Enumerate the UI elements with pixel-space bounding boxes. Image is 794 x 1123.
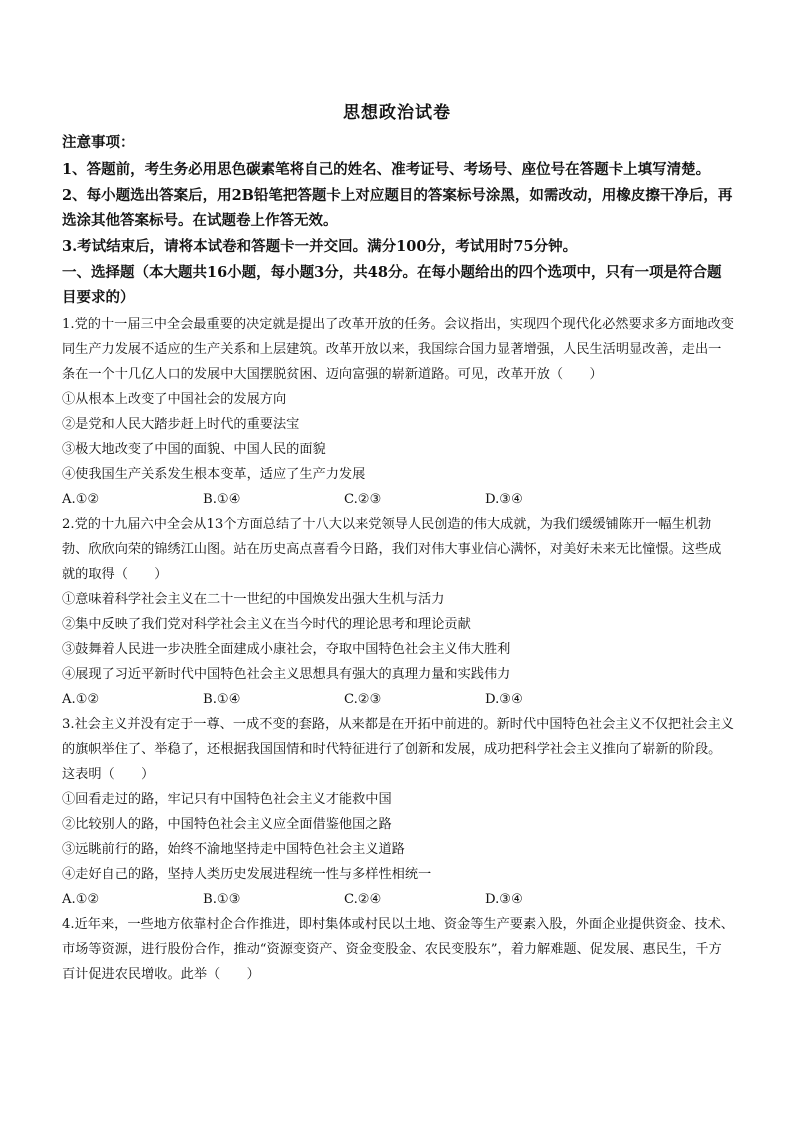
section-heading: 一、选择题（本大题共16小题，每小题3分，共48分。在每小题给出的四个选项中，只有一项是符合题目要求的） (62, 264, 722, 306)
answer-choices (62, 687, 734, 712)
choice-c: C.②③ (344, 492, 382, 507)
choice-b: B.①④ (203, 492, 241, 507)
choice-c: C.②③ (344, 692, 382, 707)
question-option: ④展现了习近平新时代中国特色社会主义思想具有强大的真理力量和实践伟力 (62, 667, 511, 682)
question-option: ④使我国生产关系发生根本变革，适应了生产力发展 (62, 467, 366, 482)
question-option: ①意味着科学社会主义在二十一世纪的中国焕发出强大生机与活力 (62, 592, 445, 607)
choice-b: B.①④ (203, 692, 241, 707)
question-option: ①从根本上改变了中国社会的发展方向 (62, 392, 287, 407)
question-option: ③远眺前行的路，始终不渝地坚持走中国特色社会主义道路 (62, 842, 405, 857)
question-stem: 3.社会主义并没有定于一尊、一成不变的套路，从来都是在开拓中前进的。新时代中国特色社会主义不仅把社会主义的旗帜举住了、举稳了，还根据我国国情和时代特征进行了创新和发展，成功把科学社会主义推向了崭新的阶段。这表明（ ） (62, 717, 734, 782)
question-option: ③鼓舞着人民进一步决胜全面建成小康社会，夺取中国特色社会主义伟大胜利 (62, 642, 511, 657)
question-option: ②集中反映了我们党对科学社会主义在当今时代的理论思考和理论贡献 (62, 617, 471, 632)
question-stem: 4.近年来，一些地方依靠村企合作推进，即村集体或村民以土地、资金等生产要素入股，外面企业提供资金、技术、市场等资源，进行股份合作，推动“资源变资产、资金变股金、农民变股东”，着力解难题、促发展、惠民生，千方百计促进农民增收。此举（ ） (62, 917, 734, 982)
choice-a: A.①② (62, 692, 100, 707)
notice-heading: 注意事项： (62, 134, 135, 151)
choice-d: D.③④ (485, 892, 523, 907)
notice-item: 2、每小题选出答案后，用2B铅笔把答题卡上对应题目的答案标号涂黑，如需改动，用橡皮擦干净后，再选涂其他答案标号。在试题卷上作答无效。 (62, 187, 733, 229)
question-option: ④走好自己的路，坚持人类历史发展进程统一性与多样性相统一 (62, 867, 432, 882)
choice-a: A.①② (62, 892, 100, 907)
answer-choices (62, 487, 734, 512)
question-4 (62, 912, 734, 987)
question-stem: 1.党的十一届三中全会最重要的决定就是提出了改革开放的任务。会议指出，实现四个现代化必然要求多方面地改变同生产力发展不适应的生产关系和上层建筑。改革开放以来，我国综合国力显著增强，人民生活明显改善，走出一条在一个十几亿人口的发展中大国摆脱贫困、迈向富强的崭新道路。可见，改革开放（ ） (62, 317, 734, 382)
page-title: 思想政治试卷 (343, 103, 451, 123)
notice-item: 3.考试结束后，请将本试卷和答题卡一并交回。满分100分，考试用时75分钟。 (62, 238, 578, 255)
choice-c: C.②④ (344, 892, 382, 907)
question-option: ③极大地改变了中国的面貌、中国人民的面貌 (62, 442, 326, 457)
question-stem: 2.党的十九届六中全会从13个方面总结了十八大以来党领导人民创造的伟大成就，为我们缓缓铺陈开一幅生机勃勃、欣欣向荣的锦绣江山图。站在历史高点喜看今日路，我们对伟大事业信心满怀，对美好未来无比憧憬。这些成就的取得（ ） (62, 517, 722, 582)
question-1 (62, 312, 734, 512)
question-option: ①回看走过的路，牢记只有中国特色社会主义才能救中国 (62, 792, 392, 807)
answer-choices (62, 887, 734, 912)
choice-b: B.①③ (203, 892, 241, 907)
question-2 (62, 512, 734, 712)
choice-d: D.③④ (485, 492, 523, 507)
question-option: ②比较别人的路，中国特色社会主义应全面借鉴他国之路 (62, 817, 392, 832)
choice-d: D.③④ (485, 692, 523, 707)
notice-item: 1、答题前，考生务必用思色碳素笔将自己的姓名、准考证号、考场号、座位号在答题卡上填写清楚。 (62, 161, 711, 178)
question-option: ②是党和人民大踏步赶上时代的重要法宝 (62, 417, 300, 432)
exam-content (62, 133, 734, 987)
question-3 (62, 712, 734, 912)
choice-a: A.①② (62, 492, 100, 507)
